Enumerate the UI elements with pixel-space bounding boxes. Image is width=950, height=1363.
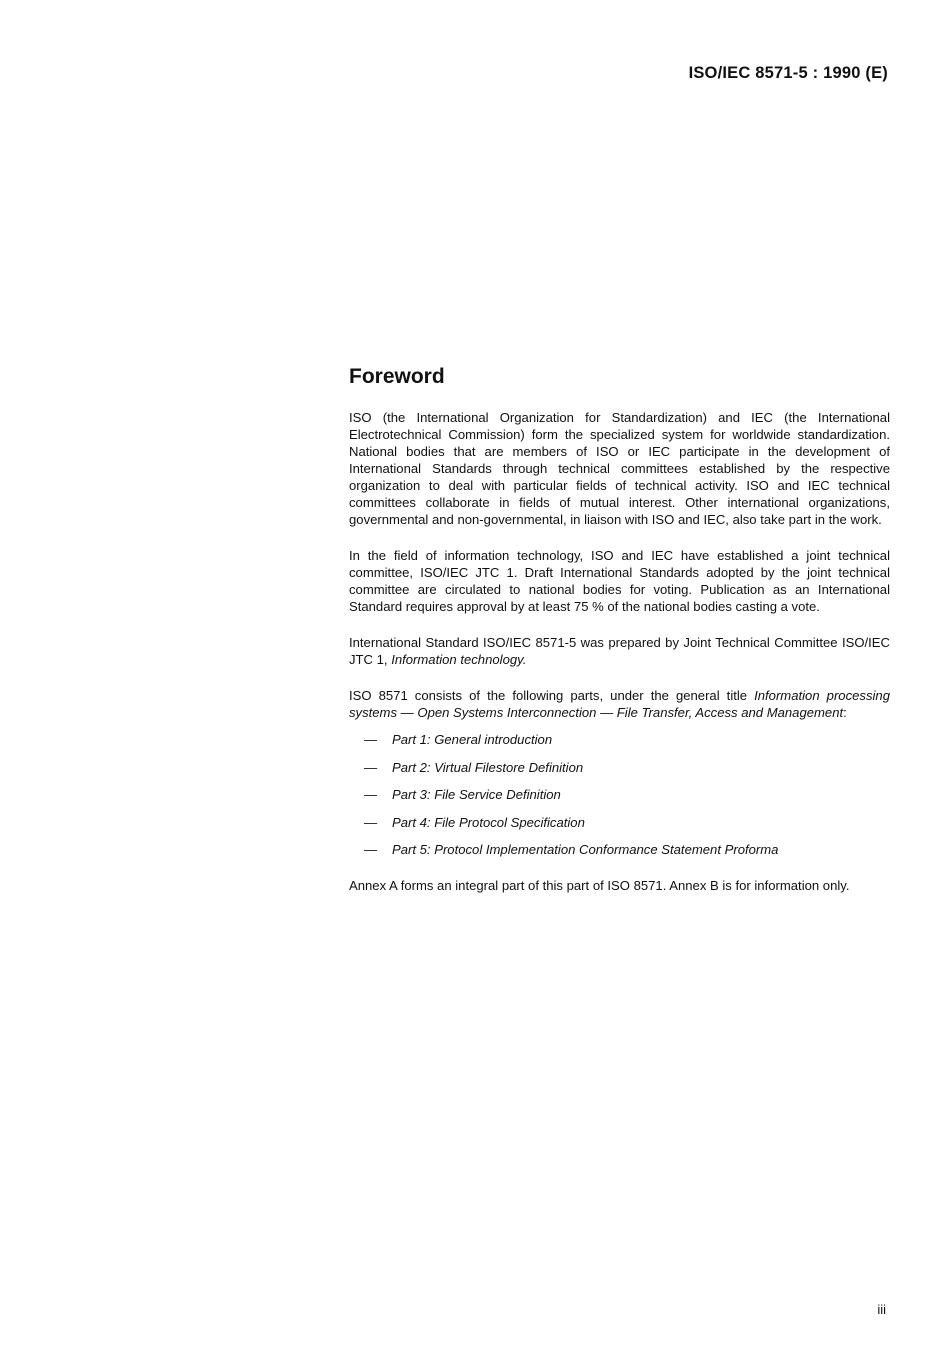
parts-intro-text: ISO 8571 consists of the following parts, under the general title — [349, 688, 755, 703]
dash-bullet: — — [364, 842, 378, 858]
page-number: iii — [877, 1302, 886, 1317]
series-general-title: Information processing systems — Open Systems Interconnection — File Transfer, Access and Management — [349, 688, 890, 720]
foreword-title: Foreword — [349, 365, 445, 388]
list-item — [349, 731, 890, 748]
committee-title: Information technology. — [391, 652, 527, 667]
parts-list — [349, 731, 890, 858]
foreword-paragraph-preparation — [349, 634, 890, 668]
list-item — [349, 814, 890, 831]
annex-note: Annex A forms an integral part of this part of ISO 8571. Annex B is for information only. — [349, 878, 850, 894]
dash-bullet: — — [364, 732, 378, 747]
dash-bullet: — — [364, 787, 378, 803]
foreword-paragraph-parts-intro — [349, 687, 890, 721]
foreword-section — [349, 364, 890, 913]
part-3-label: Part 3: File Service Definition — [392, 787, 561, 803]
preparation-text: International Standard ISO/IEC 8571-5 was prepared by Joint Technical Committee ISO/IEC JTC 1, — [349, 635, 890, 667]
dash-bullet: — — [364, 759, 378, 775]
foreword-paragraph-organizations: ISO (the International Organization for Standardization) and IEC (the International Electrotechnical Commission) form the specialized system for worldwide standardization. National bodies that are members of ISO or IEC participate in the development of International Standards through technical committees established by the respective organization to deal with particular fields of technical activity. ISO and IEC technical committees collaborate in fields of mutual interest. Other international organizations, governmental and non-governmental, in liaison with ISO and IEC, also take part in the work. — [349, 410, 890, 527]
foreword-paragraph-jtc1: In the field of information technology, ISO and IEC have established a joint technical committee, ISO/IEC JTC 1. Draft International Standards adopted by the joint technical committee are circulated to national bodies for voting. Publication as an International Standard requires approval by at least 75 % of the national bodies casting a vote. — [349, 548, 890, 614]
list-item — [349, 786, 890, 803]
part-5-label: Part 5: Protocol Implementation Conformance Statement Proforma — [392, 842, 779, 858]
part-4-label: Part 4: File Protocol Specification — [392, 814, 585, 830]
part-1-label: Part 1: General introduction — [392, 732, 553, 747]
document-identifier: ISO/IEC 8571-5 : 1990 (E) — [688, 64, 888, 82]
parts-intro-colon: : — [843, 705, 847, 720]
dash-bullet: — — [364, 814, 378, 830]
part-2-label: Part 2: Virtual Filestore Definition — [392, 759, 584, 775]
list-item — [349, 841, 890, 858]
list-item — [349, 759, 890, 776]
